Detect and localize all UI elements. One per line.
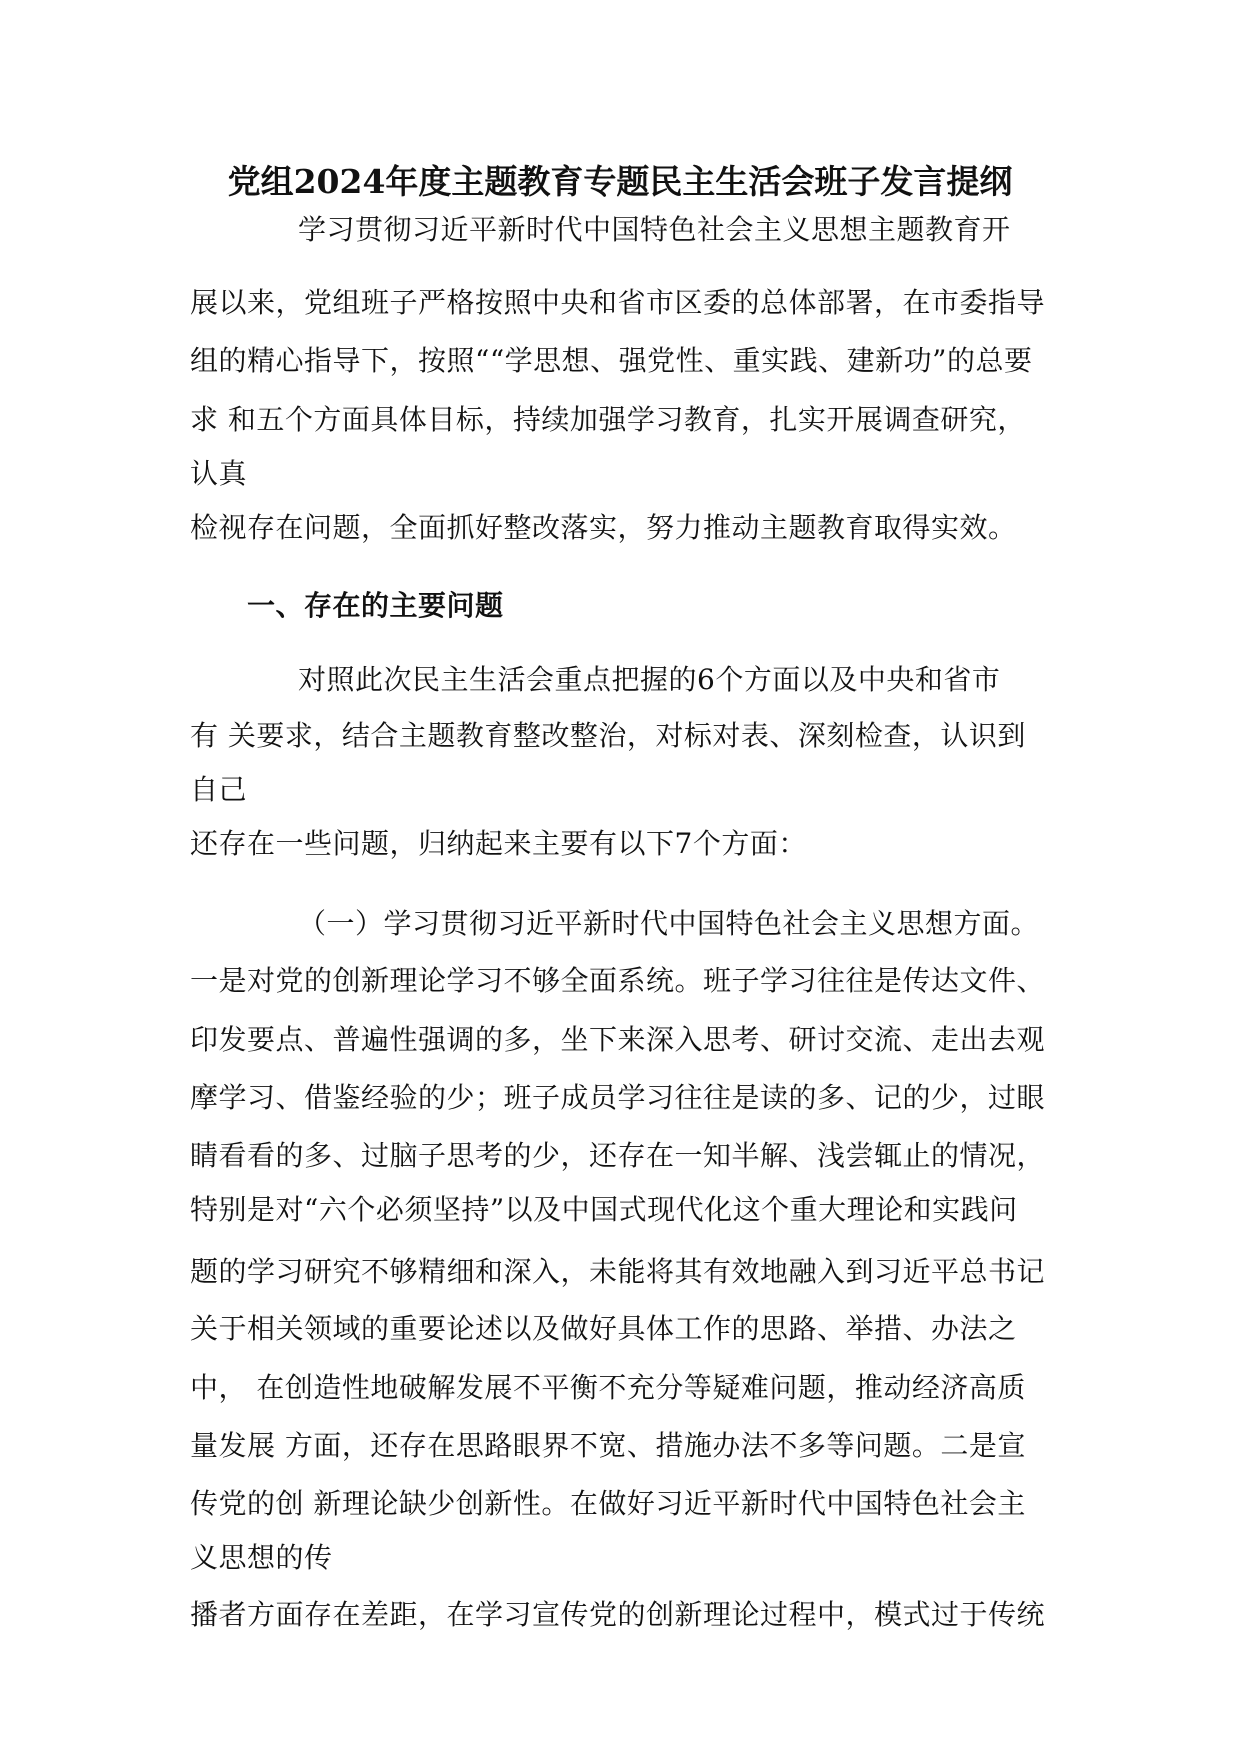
paragraph-line: 义思想的传 [190, 1541, 333, 1574]
paragraph-line: 印发要点、普遍性强调的多，坐下来深入思考、研讨交流、走出去观 [190, 1023, 1046, 1056]
paragraph-line: 认真 [190, 457, 248, 490]
paragraph-line: 摩学习、借鉴经验的少；班子成员学习往往是读的多、记的少，过眼 [190, 1081, 1046, 1114]
paragraph-line: 中， 在创造性地破解发展不平衡不充分等疑难问题，推动经济高质 [190, 1371, 1026, 1404]
paragraph-line: 关于相关领域的重要论述以及做好具体工作的思路、举措、办法之 [190, 1312, 1017, 1345]
paragraph-line: 求 和五个方面具体目标，持续加强学习教育，扎实开展调查研究， [190, 403, 1026, 436]
paragraph-line: 组的精心指导下，按照““学思想、强党性、重实践、建新功”的总要 [190, 344, 1033, 377]
paragraph-line: 播者方面存在差距，在学习宣传党的创新理论过程中，模式过于传统 [190, 1598, 1046, 1631]
paragraph-line: 有 关要求，结合主题教育整改整治，对标对表、深刻检查，认识到 [190, 719, 1026, 752]
paragraph-line: 量发展 方面，还存在思路眼界不宽、措施办法不多等问题。二是宣 [190, 1429, 1026, 1462]
paragraph-line: 对照此次民主生活会重点把握的6个方面以及中央和省市 [298, 663, 1001, 696]
document-title: 党组2024年度主题教育专题民主生活会班子发言提纲 [227, 162, 1013, 201]
paragraph-line: 检视存在问题，全面抓好整改落实，努力推动主题教育取得实效。 [190, 511, 1017, 544]
paragraph-line: 展以来，党组班子严格按照中央和省市区委的总体部署，在市委指导 [190, 286, 1046, 319]
subsection-heading: （一）学习贯彻习近平新时代中国特色社会主义思想方面。 [298, 907, 1040, 940]
paragraph-line: 特别是对“六个必须坚持”以及中国式现代化这个重大理论和实践问 [190, 1193, 1018, 1226]
section-heading: 一、存在的主要问题 [247, 589, 504, 622]
paragraph-line: 睛看看的多、过脑子思考的少，还存在一知半解、浅尝辄止的情况， [190, 1139, 1046, 1172]
paragraph-line: 自己 [190, 773, 248, 806]
paragraph-line: 传党的创 新理论缺少创新性。在做好习近平新时代中国特色社会主 [190, 1487, 1026, 1520]
paragraph-line: 学习贯彻习近平新时代中国特色社会主义思想主题教育开 [298, 213, 1011, 246]
paragraph-line: 一是对党的创新理论学习不够全面系统。班子学习往往是传达文件、 [190, 964, 1046, 997]
paragraph-line: 题的学习研究不够精细和深入，未能将其有效地融入到习近平总书记 [190, 1255, 1046, 1288]
paragraph-line: 还存在一些问题，归纳起来主要有以下7个方面： [190, 827, 807, 860]
